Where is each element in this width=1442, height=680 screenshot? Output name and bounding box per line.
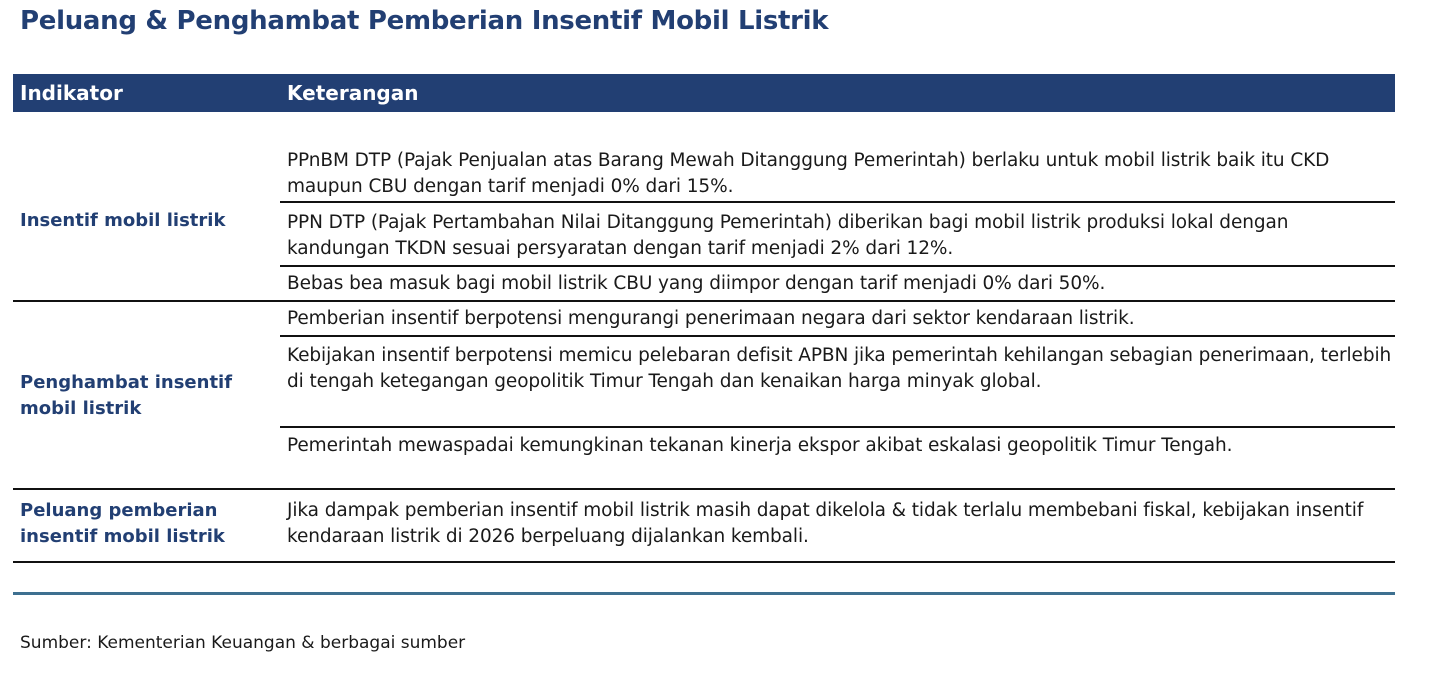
table-header (13, 74, 1395, 112)
table-group-insentif (13, 112, 1395, 302)
indicator-label: Insentif mobil listrik (20, 210, 226, 231)
table-row: Pemerintah mewaspadai kemungkinan tekanan kinerja ekspor akibat eskalasi geopolitik Timur Tengah. (287, 435, 1233, 456)
page-title: Peluang & Penghambat Pemberian Insentif Mobil Listrik (20, 6, 829, 36)
table-row: PPN DTP (Pajak Pertambahan Nilai Ditanggung Pemerintah) diberikan bagi mobil listrik produksi lokal dengan kandungan TKDN sesuai persyaratan dengan tarif menjadi 2% dari 12%. (280, 205, 1395, 267)
table-row: PPnBM DTP (Pajak Penjualan atas Barang Mewah Ditanggung Pemerintah) berlaku untuk mobil listrik baik itu CKD maupun CBU dengan tarif menjadi 0% dari 15%. (280, 145, 1395, 203)
table-row: Pemberian insentif berpotensi mengurangi penerimaan negara dari sektor kendaraan listrik. (280, 302, 1395, 337)
header-keterangan: Keterangan (287, 81, 419, 105)
header-indikator: Indikator (20, 81, 123, 105)
table-row: Bebas bea masuk bagi mobil listrik CBU yang diimpor dengan tarif menjadi 0% dari 50%. (287, 273, 1106, 294)
table-group-penghambat (13, 302, 1395, 490)
indicator-label: Penghambat insentif mobil listrik (20, 372, 233, 419)
table-row: Jika dampak pemberian insentif mobil listrik masih dapat dikelola & tidak terlalu membebani fiskal, kebijakan insentif kendaraan listrik di 2026 berpeluang dijalankan kembali. (287, 500, 1364, 547)
source-note: Sumber: Kementerian Keuangan & berbagai sumber (20, 633, 466, 653)
table-group-peluang (13, 490, 1395, 563)
divider-rule (13, 592, 1395, 595)
table-row: Kebijakan insentif berpotensi memicu pelebaran defisit APBN jika pemerintah kehilangan sebagian penerimaan, terlebih di tengah ketegangan geopolitik Timur Tengah dan kenaikan harga minyak global. (280, 339, 1395, 428)
incentive-table (13, 74, 1395, 547)
indicator-label: Peluang pemberian insentif mobil listrik (20, 500, 225, 547)
